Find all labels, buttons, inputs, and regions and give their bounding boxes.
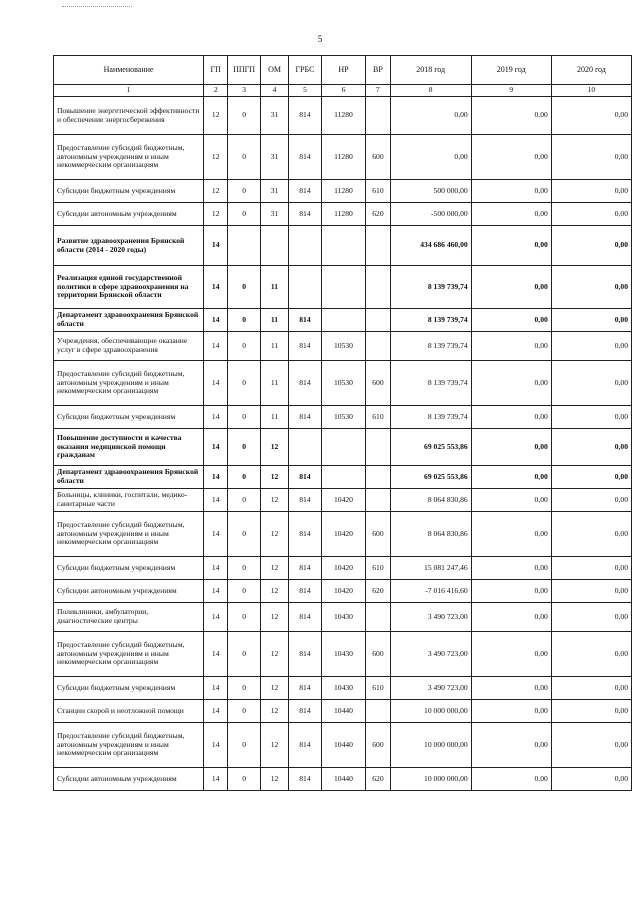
cell-2019: 0,00 <box>471 361 551 406</box>
cell-2020: 0,00 <box>551 466 631 489</box>
cell-2020: 0,00 <box>551 135 631 180</box>
cell-2019: 0,00 <box>471 180 551 203</box>
cell-gp: 14 <box>204 429 228 466</box>
column-header: ВР <box>366 56 390 85</box>
table-row <box>54 723 632 768</box>
cell-ppgp: 0 <box>228 723 260 768</box>
table-row <box>54 700 632 723</box>
cell-2018: 8 139 739,74 <box>390 361 471 406</box>
cell-nr: 10420 <box>321 489 366 512</box>
name: Департамент здравоохранения Брянской области <box>54 466 204 489</box>
cell-ppgp: 0 <box>228 97 260 135</box>
cell-2020: 0,00 <box>551 226 631 266</box>
cell-grbs <box>289 266 321 309</box>
cell-grbs <box>289 226 321 266</box>
cell-vr: 620 <box>366 768 390 791</box>
cell-nr <box>321 429 366 466</box>
cell-gp: 14 <box>204 580 228 603</box>
cell-om: 12 <box>260 723 288 768</box>
cell-ppgp: 0 <box>228 429 260 466</box>
page-number: 5 <box>317 34 323 44</box>
cell-vr: 610 <box>366 557 390 580</box>
cell-gp: 14 <box>204 603 228 632</box>
cell-grbs: 814 <box>289 580 321 603</box>
cell-vr <box>366 309 390 332</box>
name: Предоставление субсидий бюджетным, автономным учреждениям и иным некоммерческим организациям <box>54 632 204 677</box>
cell-grbs: 814 <box>289 557 321 580</box>
cell-2019: 0,00 <box>471 723 551 768</box>
name: Субсидии бюджетным учреждениям <box>54 677 204 700</box>
cell-vr: 600 <box>366 135 390 180</box>
cell-2018: 10 000 000,00 <box>390 768 471 791</box>
column-number: 8 <box>390 85 471 97</box>
cell-2019: 0,00 <box>471 429 551 466</box>
cell-nr: 10430 <box>321 632 366 677</box>
cell-om: 11 <box>260 361 288 406</box>
name: Повышение энергетической эффективности и обеспечение энергосбережения <box>54 97 204 135</box>
cell-2018: 69 025 553,86 <box>390 429 471 466</box>
header-row <box>54 56 632 85</box>
table-row <box>54 203 632 226</box>
column-number: 5 <box>289 85 321 97</box>
column-header: НР <box>321 56 366 85</box>
cell-2020: 0,00 <box>551 677 631 700</box>
cell-grbs: 814 <box>289 700 321 723</box>
name: Субсидии автономным учреждениям <box>54 203 204 226</box>
cell-om <box>260 226 288 266</box>
cell-nr: 10420 <box>321 557 366 580</box>
cell-om: 12 <box>260 700 288 723</box>
name: Субсидии бюджетным учреждениям <box>54 180 204 203</box>
cell-2020: 0,00 <box>551 557 631 580</box>
cell-2019: 0,00 <box>471 632 551 677</box>
table-row <box>54 97 632 135</box>
cell-2018: 8 139 739,74 <box>390 406 471 429</box>
cell-nr: 11280 <box>321 180 366 203</box>
cell-2018: -500 000,00 <box>390 203 471 226</box>
column-header: Наименование <box>54 56 204 85</box>
cell-2019: 0,00 <box>471 203 551 226</box>
cell-om: 12 <box>260 557 288 580</box>
cell-2019: 0,00 <box>471 603 551 632</box>
cell-2018: 3 490 723,00 <box>390 632 471 677</box>
cell-om: 12 <box>260 677 288 700</box>
cell-2019: 0,00 <box>471 135 551 180</box>
cell-2020: 0,00 <box>551 700 631 723</box>
cell-2020: 0,00 <box>551 406 631 429</box>
cell-gp: 14 <box>204 332 228 361</box>
cell-om: 31 <box>260 97 288 135</box>
table-row <box>54 557 632 580</box>
cell-grbs: 814 <box>289 466 321 489</box>
cell-nr: 11280 <box>321 135 366 180</box>
column-header: 2018 год <box>390 56 471 85</box>
cell-2020: 0,00 <box>551 180 631 203</box>
cell-vr <box>366 429 390 466</box>
cell-grbs: 814 <box>289 512 321 557</box>
cell-2019: 0,00 <box>471 309 551 332</box>
cell-gp: 14 <box>204 700 228 723</box>
cell-vr: 600 <box>366 512 390 557</box>
cell-ppgp: 0 <box>228 406 260 429</box>
cell-ppgp: 0 <box>228 580 260 603</box>
cell-nr: 11280 <box>321 203 366 226</box>
cell-vr: 600 <box>366 361 390 406</box>
name: Предоставление субсидий бюджетным, автономным учреждениям и иным некоммерческим организациям <box>54 361 204 406</box>
cell-om: 12 <box>260 580 288 603</box>
cell-2018: 3 490 723,00 <box>390 603 471 632</box>
cell-gp: 14 <box>204 406 228 429</box>
table-body <box>54 97 632 791</box>
cell-grbs: 814 <box>289 768 321 791</box>
column-header: ОМ <box>260 56 288 85</box>
column-number: 3 <box>228 85 260 97</box>
cell-om: 11 <box>260 332 288 361</box>
cell-ppgp <box>228 226 260 266</box>
cell-ppgp: 0 <box>228 466 260 489</box>
name: Учреждения, обеспечивающие оказание услуг в сфере здравоохранения <box>54 332 204 361</box>
cell-grbs: 814 <box>289 135 321 180</box>
cell-ppgp: 0 <box>228 361 260 406</box>
cell-gp: 12 <box>204 180 228 203</box>
cell-2019: 0,00 <box>471 700 551 723</box>
cell-gp: 12 <box>204 203 228 226</box>
cell-gp: 14 <box>204 632 228 677</box>
cell-2019: 0,00 <box>471 557 551 580</box>
cell-2018: 500 000,00 <box>390 180 471 203</box>
budget-table <box>53 55 632 791</box>
cell-gp: 14 <box>204 226 228 266</box>
cell-gp: 14 <box>204 309 228 332</box>
cell-2020: 0,00 <box>551 429 631 466</box>
column-header: 2019 год <box>471 56 551 85</box>
cell-ppgp: 0 <box>228 135 260 180</box>
cell-om: 12 <box>260 466 288 489</box>
cell-vr <box>366 700 390 723</box>
column-header: ГП <box>204 56 228 85</box>
cell-gp: 14 <box>204 489 228 512</box>
cell-2018: 8 139 739,74 <box>390 332 471 361</box>
cell-2019: 0,00 <box>471 512 551 557</box>
cell-om: 12 <box>260 429 288 466</box>
cell-ppgp: 0 <box>228 180 260 203</box>
table-row <box>54 266 632 309</box>
cell-nr: 10440 <box>321 768 366 791</box>
cell-nr <box>321 309 366 332</box>
cell-2019: 0,00 <box>471 489 551 512</box>
cell-2019: 0,00 <box>471 466 551 489</box>
name: Повышение доступности и качества оказания медицинской помощи гражданам <box>54 429 204 466</box>
cell-ppgp: 0 <box>228 603 260 632</box>
cell-om: 11 <box>260 309 288 332</box>
cell-vr <box>366 489 390 512</box>
cell-ppgp: 0 <box>228 632 260 677</box>
table-row <box>54 677 632 700</box>
column-header: ППГП <box>228 56 260 85</box>
cell-2018: 0,00 <box>390 135 471 180</box>
cell-nr: 10420 <box>321 512 366 557</box>
cell-gp: 12 <box>204 97 228 135</box>
cell-grbs: 814 <box>289 97 321 135</box>
cell-gp: 14 <box>204 557 228 580</box>
cell-gp: 14 <box>204 361 228 406</box>
cell-grbs: 814 <box>289 603 321 632</box>
cell-2020: 0,00 <box>551 489 631 512</box>
name: Поликлиники, амбулатории, диагностические центры <box>54 603 204 632</box>
cell-ppgp: 0 <box>228 677 260 700</box>
name: Департамент здравоохранения Брянской области <box>54 309 204 332</box>
cell-grbs: 814 <box>289 309 321 332</box>
cell-2019: 0,00 <box>471 677 551 700</box>
column-number-row <box>54 85 632 97</box>
cell-vr: 600 <box>366 723 390 768</box>
table-row <box>54 632 632 677</box>
cell-om: 12 <box>260 512 288 557</box>
name: Больницы, клиники, госпитали, медико-санитарные части <box>54 489 204 512</box>
cell-grbs: 814 <box>289 632 321 677</box>
cell-nr <box>321 466 366 489</box>
cell-2018: 8 064 830,86 <box>390 512 471 557</box>
cell-om: 31 <box>260 180 288 203</box>
cell-2018: 8 139 739,74 <box>390 266 471 309</box>
cell-2020: 0,00 <box>551 580 631 603</box>
cell-vr <box>366 332 390 361</box>
name: Предоставление субсидий бюджетным, автономным учреждениям и иным некоммерческим организациям <box>54 135 204 180</box>
table-row <box>54 512 632 557</box>
cell-nr: 10530 <box>321 406 366 429</box>
cell-vr: 610 <box>366 677 390 700</box>
cell-vr: 610 <box>366 180 390 203</box>
cell-2018: -7 016 416,60 <box>390 580 471 603</box>
cell-gp: 14 <box>204 677 228 700</box>
name: Субсидии автономным учреждениям <box>54 768 204 791</box>
cell-2020: 0,00 <box>551 266 631 309</box>
cell-ppgp: 0 <box>228 332 260 361</box>
cell-ppgp: 0 <box>228 203 260 226</box>
name: Предоставление субсидий бюджетным, автономным учреждениям и иным некоммерческим организациям <box>54 723 204 768</box>
cell-gp: 12 <box>204 135 228 180</box>
cell-vr: 600 <box>366 632 390 677</box>
cell-2019: 0,00 <box>471 406 551 429</box>
cell-2020: 0,00 <box>551 723 631 768</box>
scan-artifact <box>62 6 132 10</box>
cell-ppgp: 0 <box>228 557 260 580</box>
cell-nr: 10430 <box>321 603 366 632</box>
name: Субсидии автономным учреждениям <box>54 580 204 603</box>
cell-nr: 10530 <box>321 361 366 406</box>
cell-ppgp: 0 <box>228 489 260 512</box>
cell-2018: 8 139 739,74 <box>390 309 471 332</box>
table-row <box>54 361 632 406</box>
cell-grbs: 814 <box>289 332 321 361</box>
cell-nr: 10430 <box>321 677 366 700</box>
table-row <box>54 309 632 332</box>
cell-ppgp: 0 <box>228 266 260 309</box>
cell-2020: 0,00 <box>551 309 631 332</box>
column-header: 2020 год <box>551 56 631 85</box>
cell-gp: 14 <box>204 723 228 768</box>
name: Предоставление субсидий бюджетным, автономным учреждениям и иным некоммерческим организациям <box>54 512 204 557</box>
column-number: 1 <box>54 85 204 97</box>
cell-2018: 15 081 247,46 <box>390 557 471 580</box>
cell-2020: 0,00 <box>551 97 631 135</box>
cell-2020: 0,00 <box>551 332 631 361</box>
cell-2018: 0,00 <box>390 97 471 135</box>
cell-grbs: 814 <box>289 361 321 406</box>
table-row <box>54 489 632 512</box>
cell-nr: 11280 <box>321 97 366 135</box>
table-row <box>54 429 632 466</box>
cell-om: 12 <box>260 603 288 632</box>
cell-2020: 0,00 <box>551 603 631 632</box>
cell-2020: 0,00 <box>551 632 631 677</box>
cell-ppgp: 0 <box>228 512 260 557</box>
cell-2020: 0,00 <box>551 203 631 226</box>
cell-nr: 10530 <box>321 332 366 361</box>
column-number: 9 <box>471 85 551 97</box>
name: Субсидии бюджетным учреждениям <box>54 406 204 429</box>
cell-om: 31 <box>260 135 288 180</box>
cell-ppgp: 0 <box>228 768 260 791</box>
cell-2019: 0,00 <box>471 580 551 603</box>
column-number: 2 <box>204 85 228 97</box>
cell-ppgp: 0 <box>228 309 260 332</box>
cell-om: 31 <box>260 203 288 226</box>
name: Субсидии бюджетным учреждениям <box>54 557 204 580</box>
table-row <box>54 135 632 180</box>
cell-nr: 10440 <box>321 700 366 723</box>
table-row <box>54 332 632 361</box>
column-number: 6 <box>321 85 366 97</box>
cell-2019: 0,00 <box>471 266 551 309</box>
cell-nr: 10440 <box>321 723 366 768</box>
cell-2019: 0,00 <box>471 332 551 361</box>
cell-vr: 620 <box>366 580 390 603</box>
cell-vr <box>366 466 390 489</box>
cell-2018: 3 490 723,00 <box>390 677 471 700</box>
cell-2018: 8 064 830,86 <box>390 489 471 512</box>
name: Реализация единой государственной политики в сфере здравоохранения на территории Брянской области <box>54 266 204 309</box>
cell-2018: 69 025 553,86 <box>390 466 471 489</box>
cell-grbs: 814 <box>289 180 321 203</box>
cell-2019: 0,00 <box>471 97 551 135</box>
column-number: 4 <box>260 85 288 97</box>
cell-2018: 10 000 000,00 <box>390 723 471 768</box>
table-row <box>54 226 632 266</box>
cell-vr <box>366 97 390 135</box>
cell-2018: 10 000 000,00 <box>390 700 471 723</box>
cell-vr <box>366 266 390 309</box>
cell-grbs: 814 <box>289 203 321 226</box>
cell-grbs <box>289 429 321 466</box>
cell-2018: 434 686 460,00 <box>390 226 471 266</box>
name: Станции скорой и неотложной помощи <box>54 700 204 723</box>
cell-grbs: 814 <box>289 489 321 512</box>
cell-om: 12 <box>260 489 288 512</box>
column-header: ГРБС <box>289 56 321 85</box>
cell-vr <box>366 603 390 632</box>
table-row <box>54 180 632 203</box>
cell-2020: 0,00 <box>551 512 631 557</box>
cell-2020: 0,00 <box>551 361 631 406</box>
cell-grbs: 814 <box>289 406 321 429</box>
cell-2019: 0,00 <box>471 768 551 791</box>
cell-2020: 0,00 <box>551 768 631 791</box>
cell-gp: 14 <box>204 266 228 309</box>
cell-ppgp: 0 <box>228 700 260 723</box>
cell-om: 11 <box>260 266 288 309</box>
cell-om: 12 <box>260 632 288 677</box>
table-row <box>54 603 632 632</box>
cell-om: 11 <box>260 406 288 429</box>
cell-gp: 14 <box>204 512 228 557</box>
cell-grbs: 814 <box>289 677 321 700</box>
table-row <box>54 768 632 791</box>
cell-vr: 620 <box>366 203 390 226</box>
column-number: 7 <box>366 85 390 97</box>
cell-2019: 0,00 <box>471 226 551 266</box>
cell-om: 12 <box>260 768 288 791</box>
cell-vr <box>366 226 390 266</box>
cell-nr <box>321 226 366 266</box>
cell-nr <box>321 266 366 309</box>
cell-vr: 610 <box>366 406 390 429</box>
table-row <box>54 580 632 603</box>
cell-grbs: 814 <box>289 723 321 768</box>
cell-gp: 14 <box>204 466 228 489</box>
table-row <box>54 466 632 489</box>
column-number: 10 <box>551 85 631 97</box>
cell-nr: 10420 <box>321 580 366 603</box>
name: Развитие здравоохранения Брянской области (2014 - 2020 годы) <box>54 226 204 266</box>
table-row <box>54 406 632 429</box>
cell-gp: 14 <box>204 768 228 791</box>
